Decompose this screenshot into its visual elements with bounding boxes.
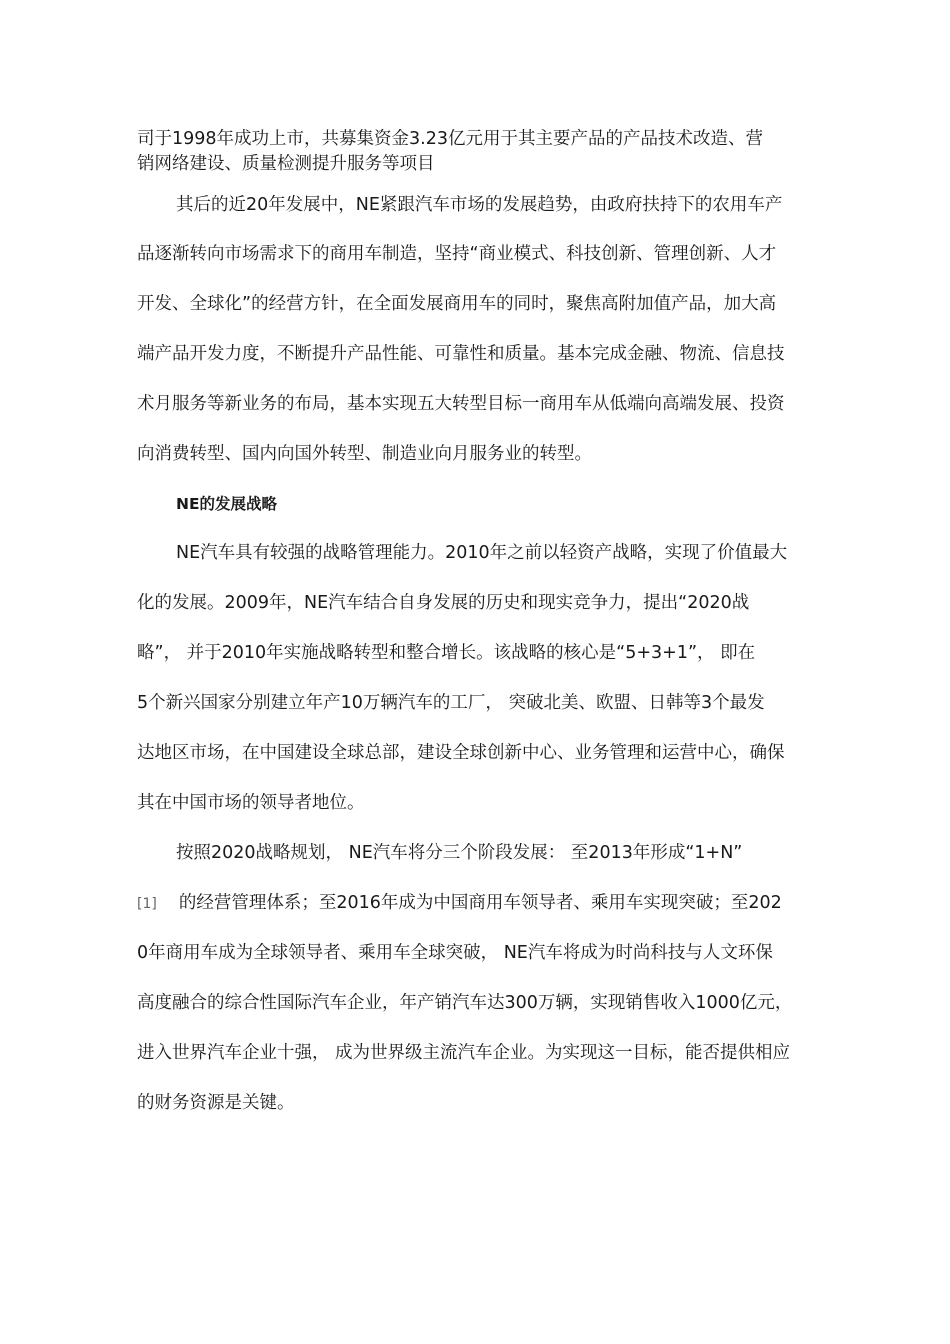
paragraph-2-line-4: 端产品开发力度，不断提升产品性能、可靠性和质量。基本完成金融、物流、信息技: [137, 344, 785, 364]
paragraph-4-line-1: 按照2020战略规划， NE汽车将分三个阶段发展： 至2013年形成“1+N”: [176, 843, 743, 863]
paragraph-1-line-2: 销网络建设、质量检测提升服务等项目: [137, 154, 435, 174]
footnote-reference[interactable]: [1]: [137, 896, 157, 912]
paragraph-3-line-3: 略”， 并于2010年实施战略转型和整合增长。该战略的核心是“5+3+1”， 即在: [137, 643, 756, 663]
paragraph-4-line-6: 的财务资源是关键。: [137, 1093, 295, 1113]
paragraph-2-line-3: 开发、全球化”的经营方针，在全面发展商用车的同时，聚焦高附加值产品，加大高: [137, 294, 777, 314]
paragraph-3-line-4: 5个新兴国家分别建立年产10万辆汽车的工厂， 突破北美、欧盟、日韩等3个最发: [137, 693, 765, 713]
paragraph-4-line-3: 0年商用车成为全球领导者、乘用车全球突破， NE汽车将成为时尚科技与人文环保: [137, 943, 773, 963]
paragraph-4-line-5: 进入世界汽车企业十强， 成为世界级主流汽车企业。为实现这一目标，能否提供相应: [137, 1043, 791, 1063]
paragraph-1-line-1: 司于1998年成功上市，共募集资金3.23亿元用于其主要产品的产品技术改造、营: [137, 129, 763, 149]
paragraph-3-line-2: 化的发展。2009年，NE汽车结合自身发展的历史和现实竞争力，提出“2020战: [137, 593, 750, 613]
paragraph-3-line-6: 其在中国市场的领导者地位。: [137, 793, 365, 813]
section-heading: NE的发展战略: [176, 495, 278, 513]
paragraph-4-line-2: [137, 891, 782, 916]
paragraph-4-line-2-text: 的经营管理体系；至2016年成为中国商用车领导者、乘用车实现突破；至202: [178, 893, 782, 913]
paragraph-4-line-4: 高度融合的综合性国际汽车企业，年产销汽车达300万辆，实现销售收入1000亿元，: [137, 993, 793, 1013]
paragraph-3-line-1: NE汽车具有较强的战略管理能力。2010年之前以轻资产战略，实现了价值最大: [176, 543, 788, 563]
paragraph-2-line-6: 向消费转型、国内向国外转型、制造业向月服务业的转型。: [137, 444, 592, 464]
paragraph-2-line-5: 术月服务等新业务的布局，基本实现五大转型目标一商用车从低端向高端发展、投资: [137, 394, 785, 414]
paragraph-3-line-5: 达地区市场，在中国建设全球总部，建设全球创新中心、业务管理和运营中心，确保: [137, 743, 785, 763]
paragraph-2-line-2: 品逐渐转向市场需求下的商用车制造，坚持“商业模式、科技创新、管理创新、人才: [137, 244, 777, 264]
paragraph-2-line-1: 其后的近20年发展中，NE紧跟汽车市场的发展趋势，由政府扶持下的农用车产: [176, 195, 783, 215]
